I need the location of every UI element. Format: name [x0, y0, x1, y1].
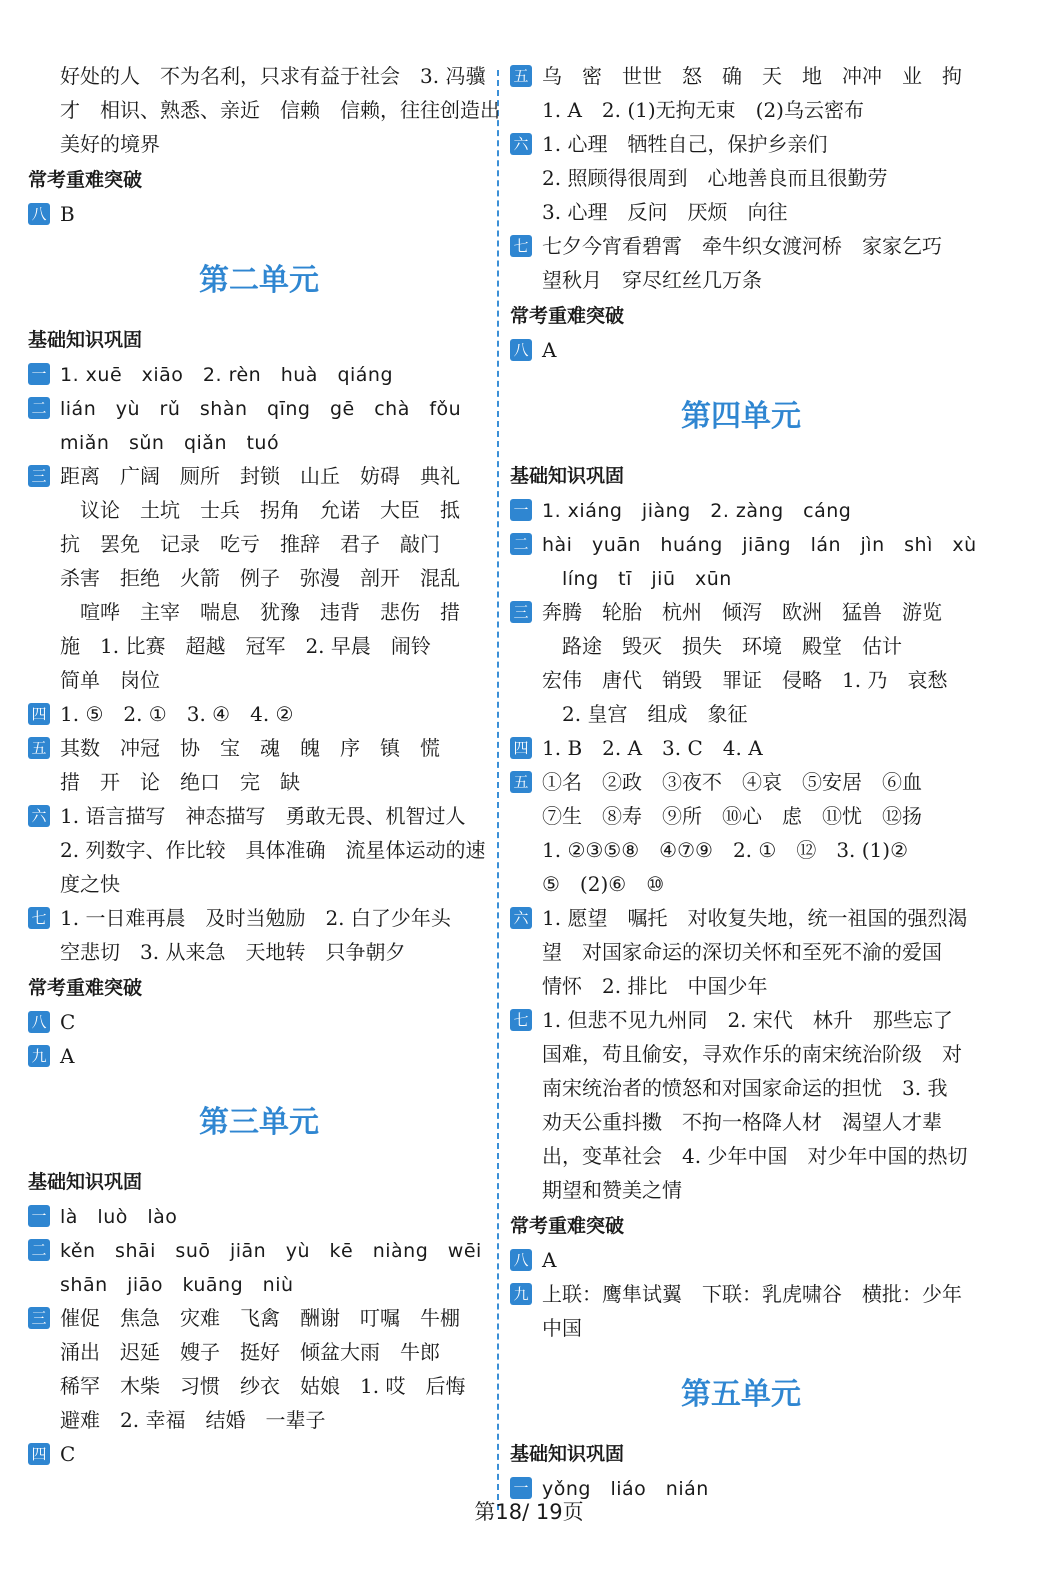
answer-text: 劝天公重抖擞 不拘一格降人材 渴望人才辈	[542, 1110, 942, 1134]
answer-line	[28, 1438, 490, 1472]
answer-text: 空悲切 3. 从来急 天地转 只争朝夕	[60, 940, 406, 964]
answer-text: 1. xiáng jiàng 2. zàng cáng	[542, 500, 852, 522]
question-number-badge: 九	[28, 1045, 50, 1067]
answer-line	[28, 528, 490, 562]
question-number-badge: 五	[28, 737, 50, 759]
answer-line	[510, 664, 972, 698]
answer-text: A	[542, 338, 557, 362]
page-number: 第18/ 19页	[474, 1500, 584, 1524]
answer-text: 出，变革社会 4. 少年中国 对少年中国的热切	[542, 1144, 968, 1168]
answer-text: 1. 但悲不见九州同 2. 宋代 林升 那些忘了	[542, 1008, 953, 1032]
right-column	[510, 60, 977, 1506]
unit4-answers	[510, 494, 977, 1208]
question-number-badge: 三	[28, 1307, 50, 1329]
question-number-badge: 六	[510, 907, 532, 929]
answer-line	[28, 426, 490, 460]
answer-text: hài yuān huáng jiāng lán jìn shì xù	[542, 534, 977, 556]
answer-text: B	[60, 202, 75, 226]
unit-title: 第三单元	[199, 1105, 319, 1140]
section-heading: 常考重难突破	[510, 305, 625, 327]
answer-text: 1. B 2. A 3. C 4. A	[542, 736, 763, 760]
answer-text: 乌 密 世世 怒 确 天 地 冲冲 业 拘	[542, 64, 962, 88]
question-number-badge: 一	[510, 1477, 532, 1499]
right-sec1-items	[510, 334, 972, 368]
question-number-badge: 八	[510, 1249, 532, 1271]
answer-text: 才 相识、熟悉、亲近 信赖 信赖，往往创造出	[60, 98, 500, 122]
answer-line	[510, 732, 972, 766]
answer-text: A	[60, 1044, 75, 1068]
answer-line	[510, 902, 972, 936]
answer-line	[510, 1004, 972, 1038]
answer-text: 国难，苟且偷安，寻欢作乐的南宋统治阶级 对	[542, 1042, 962, 1066]
section-heading: 常考重难突破	[28, 169, 143, 191]
answer-text: là luò lào	[60, 1206, 178, 1228]
answer-line	[510, 1038, 972, 1072]
answer-text: 1. 一日难再晨 及时当勉励 2. 白了少年头	[60, 906, 451, 930]
answer-text: 七夕今宵看碧霄 牵牛织女渡河桥 家家乞巧	[542, 234, 942, 258]
answer-text: C	[60, 1010, 76, 1034]
answer-line	[28, 732, 490, 766]
question-number-badge: 一	[28, 1205, 50, 1227]
answer-line	[510, 698, 972, 732]
answer-line	[28, 834, 490, 868]
answer-text: 1. 语言描写 神态描写 勇敢无畏、机智过人	[60, 804, 466, 828]
answer-line	[28, 936, 490, 970]
question-number-badge: 二	[510, 533, 532, 555]
answer-text: 距离 广阔 厕所 封锁 山丘 妨碍 典礼	[60, 464, 460, 488]
answer-text: 稀罕 木柴 习惯 纱衣 姑娘 1. 哎 后悔	[60, 1374, 466, 1398]
answer-line	[28, 630, 490, 664]
unit-title: 第五单元	[681, 1377, 801, 1412]
unit3-answers	[28, 1200, 490, 1472]
answer-text: 美好的境界	[60, 132, 160, 156]
answer-line	[28, 198, 490, 232]
answer-text: ⑤ (2)⑥ ⑩	[542, 872, 665, 896]
question-number-badge: 九	[510, 1283, 532, 1305]
question-number-badge: 七	[510, 235, 532, 257]
answer-line	[28, 902, 490, 936]
question-number-badge: 一	[28, 363, 50, 385]
answer-text: líng tī jiū xūn	[562, 568, 732, 590]
question-number-badge: 六	[28, 805, 50, 827]
answer-text: 南宋统治者的愤怒和对国家命运的担忧 3. 我	[542, 1076, 948, 1100]
answer-text: 施 1. 比赛 超越 冠军 2. 早晨 闹铃	[60, 634, 431, 658]
answer-text: 1. ②③⑤⑧ ④⑦⑨ 2. ① ⑫ 3. (1)②	[542, 838, 909, 862]
answer-line	[28, 1040, 490, 1074]
answer-text: 议论 土坑 士兵 拐角 允诺 大臣 抵	[80, 498, 460, 522]
answer-text: 期望和赞美之情	[542, 1178, 682, 1202]
answer-line	[28, 766, 490, 800]
answer-line	[28, 494, 490, 528]
answer-line	[510, 128, 972, 162]
answer-text: lián yù rǔ shàn qīng gē chà fǒu	[60, 398, 462, 420]
question-number-badge: 三	[28, 465, 50, 487]
answer-text: 2. 皇宫 组成 象征	[562, 702, 748, 726]
answer-text: 喧哗 主宰 喘息 犹豫 违背 悲伤 措	[80, 600, 460, 624]
answer-line	[510, 1140, 972, 1174]
answer-text: 抗 罢免 记录 吃亏 推辞 君子 敲门	[60, 532, 440, 556]
answer-text: 措 开 论 绝口 完 缺	[60, 770, 300, 794]
left-sec1-items	[28, 198, 490, 232]
right-sec2-items	[510, 1244, 972, 1346]
unit2-answers	[28, 358, 490, 970]
question-number-badge: 八	[28, 203, 50, 225]
question-number-badge: 二	[28, 1239, 50, 1261]
answer-text: 1. xuē xiāo 2. rèn huà qiáng	[60, 364, 394, 386]
question-number-badge: 八	[28, 1011, 50, 1033]
answer-line	[28, 596, 490, 630]
answer-line	[510, 230, 972, 264]
answer-line	[28, 698, 490, 732]
answer-line	[28, 868, 490, 902]
answer-text: miǎn sǔn qiǎn tuó	[60, 432, 280, 454]
answer-line	[28, 1234, 490, 1268]
answer-text: 避难 2. 幸福 结婚 一辈子	[60, 1408, 326, 1432]
answer-line	[510, 264, 972, 298]
answer-text: yǒng liáo nián	[542, 1478, 709, 1500]
section-heading: 基础知识巩固	[510, 1443, 625, 1465]
answer-line	[510, 94, 972, 128]
answer-text: 情怀 2. 排比 中国少年	[542, 974, 768, 998]
answer-text: 1. A 2. (1)无拘无束 (2)乌云密布	[542, 98, 864, 122]
section-heading: 常考重难突破	[510, 1215, 625, 1237]
question-number-badge: 五	[510, 65, 532, 87]
answer-line	[510, 630, 972, 664]
answer-text: C	[60, 1442, 76, 1466]
answer-line	[28, 562, 490, 596]
answer-text: 中国	[542, 1316, 582, 1340]
answer-text: A	[542, 1248, 557, 1272]
answer-text: 奔腾 轮胎 杭州 倾泻 欧洲 猛兽 游览	[542, 600, 942, 624]
answer-line	[28, 128, 490, 162]
answer-line	[28, 460, 490, 494]
question-number-badge: 一	[510, 499, 532, 521]
left-sec2-items	[28, 1006, 490, 1074]
answer-line	[28, 800, 490, 834]
left-intro	[28, 60, 500, 162]
answer-text: 望 对国家命运的深切关怀和至死不渝的爱国	[542, 940, 942, 964]
question-number-badge: 七	[510, 1009, 532, 1031]
answer-line	[510, 868, 972, 902]
answer-line	[510, 1244, 972, 1278]
answer-text: 其数 冲冠 协 宝 魂 魄 序 镇 慌	[60, 736, 440, 760]
answer-text: 1. 心理 牺牲自己，保护乡亲们	[542, 132, 828, 156]
answer-line	[510, 766, 972, 800]
answer-line	[510, 1312, 972, 1346]
section-heading: 基础知识巩固	[28, 329, 143, 351]
answer-text: 2. 列数字、作比较 具体准确 流星体运动的速	[60, 838, 486, 862]
answer-line	[28, 1006, 490, 1040]
answer-line	[510, 196, 972, 230]
answer-line	[28, 1370, 490, 1404]
answer-text: 1. 愿望 嘱托 对收复失地，统一祖国的强烈渴	[542, 906, 968, 930]
answer-line	[28, 664, 490, 698]
answer-line	[28, 94, 500, 128]
answer-text: 宏伟 唐代 销毁 罪证 侵略 1. 乃 哀愁	[542, 668, 948, 692]
question-number-badge: 六	[510, 133, 532, 155]
question-number-badge: 四	[28, 703, 50, 725]
question-number-badge: 三	[510, 601, 532, 623]
answer-line	[510, 562, 972, 596]
column-divider	[497, 70, 499, 1510]
answer-text: shān jiāo kuāng niù	[60, 1274, 294, 1296]
answer-text: 上联：鹰隼试翼 下联：乳虎啸谷 横批：少年	[542, 1282, 962, 1306]
answer-line	[28, 358, 490, 392]
answer-text: 路途 毁灭 损失 环境 殿堂 估计	[562, 634, 902, 658]
unit-title: 第二单元	[199, 263, 319, 298]
answer-line	[510, 494, 972, 528]
answer-text: 催促 焦急 灾难 飞禽 酬谢 叮嘱 牛棚	[60, 1306, 460, 1330]
answer-line	[510, 834, 972, 868]
question-number-badge: 七	[28, 907, 50, 929]
answer-line	[28, 1336, 490, 1370]
answer-line	[510, 936, 972, 970]
answer-text: 度之快	[60, 872, 120, 896]
answer-line	[510, 800, 972, 834]
question-number-badge: 五	[510, 771, 532, 793]
answer-line	[510, 1072, 972, 1106]
answer-text: 1. ⑤ 2. ① 3. ④ 4. ②	[60, 702, 294, 726]
question-number-badge: 二	[28, 397, 50, 419]
question-number-badge: 八	[510, 339, 532, 361]
answer-line	[510, 1106, 972, 1140]
answer-line	[510, 1174, 972, 1208]
question-number-badge: 四	[510, 737, 532, 759]
answer-text: ①名 ②政 ③夜不 ④哀 ⑤安居 ⑥血	[542, 770, 922, 794]
answer-text: 杀害 拒绝 火箭 例子 弥漫 剖开 混乱	[60, 566, 460, 590]
answer-text: kěn shāi suō jiān yù kē niàng wēi	[60, 1240, 482, 1262]
answer-text: 3. 心理 反问 厌烦 向往	[542, 200, 788, 224]
answer-line	[510, 528, 977, 562]
section-heading: 常考重难突破	[28, 977, 143, 999]
left-column	[28, 60, 500, 1472]
unit3-continued-answers	[510, 60, 972, 298]
answer-text: 好处的人 不为名利，只求有益于社会 3. 冯骥	[60, 64, 486, 88]
answer-line	[510, 970, 972, 1004]
answer-line	[510, 162, 972, 196]
answer-line	[510, 1278, 972, 1312]
answer-line	[510, 60, 972, 94]
answer-text: 2. 照顾得很周到 心地善良而且很勤劳	[542, 166, 888, 190]
answer-text: ⑦生 ⑧寿 ⑨所 ⑩心 虑 ⑪忧 ⑫扬	[542, 804, 922, 828]
answer-line	[28, 392, 490, 426]
answer-line	[28, 1200, 490, 1234]
section-heading: 基础知识巩固	[510, 465, 625, 487]
section-heading: 基础知识巩固	[28, 1171, 143, 1193]
answer-line	[28, 1302, 490, 1336]
unit-title: 第四单元	[681, 399, 801, 434]
answer-line	[510, 334, 972, 368]
answer-line	[510, 596, 972, 630]
answer-line	[28, 60, 490, 94]
answer-line	[28, 1268, 490, 1302]
answer-text: 简单 岗位	[60, 668, 160, 692]
question-number-badge: 四	[28, 1443, 50, 1465]
answer-text: 涌出 迟延 嫂子 挺好 倾盆大雨 牛郎	[60, 1340, 440, 1364]
answer-text: 望秋月 穿尽红丝几万条	[542, 268, 762, 292]
answer-line	[28, 1404, 490, 1438]
